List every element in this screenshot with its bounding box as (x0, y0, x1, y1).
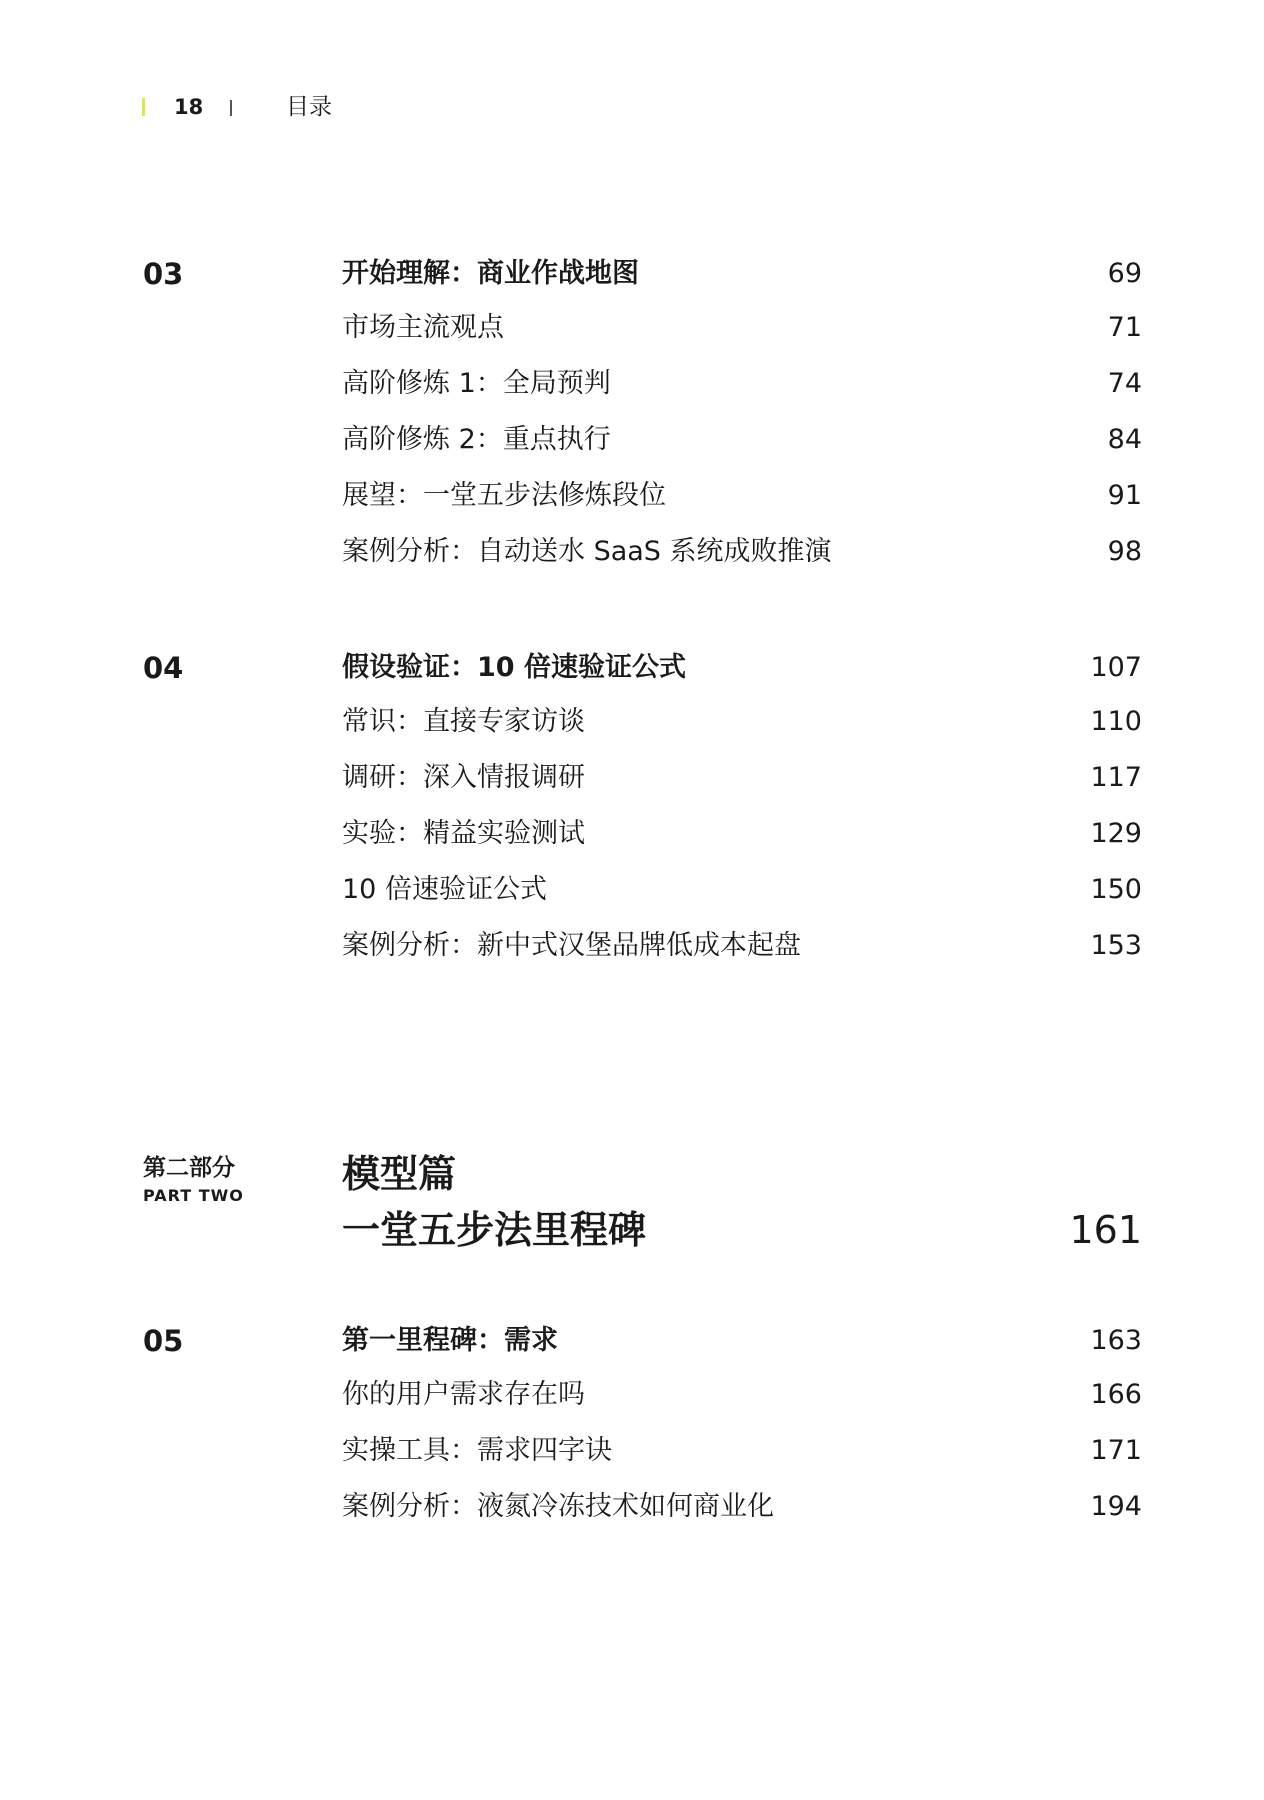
toc-entry-page: 171 (1090, 1435, 1142, 1466)
toc-entry-page: 107 (1090, 652, 1142, 683)
toc-entry[interactable] (342, 758, 1142, 798)
toc-entry-page: 69 (1107, 258, 1142, 289)
part-title-line1: 模型篇 (342, 1152, 457, 1196)
header-accent-bar (142, 98, 145, 116)
part-title-line2[interactable]: 一堂五步法里程碑 (342, 1208, 647, 1252)
toc-entry-page: 163 (1090, 1325, 1142, 1356)
toc-entry[interactable] (342, 532, 1142, 572)
toc-entry[interactable] (342, 1375, 1142, 1415)
toc-entry-title: 调研：深入情报调研 (342, 762, 585, 793)
header-separator (230, 100, 232, 116)
part-two-heading (0, 1150, 1264, 1270)
toc-entry-title: 10 倍速验证公式 (342, 874, 547, 905)
toc-entry[interactable] (342, 254, 1142, 294)
toc-entry-page: 117 (1090, 762, 1142, 793)
toc-entry-title: 你的用户需求存在吗 (342, 1379, 585, 1410)
toc-entry-title: 案例分析：自动送水 SaaS 系统成败推演 (342, 536, 832, 567)
part-label-en: PART TWO (143, 1186, 244, 1205)
page-number: 18 (174, 95, 204, 119)
toc-entry-title: 假设验证：10 倍速验证公式 (342, 652, 686, 683)
toc-entry[interactable] (342, 814, 1142, 854)
toc-entry-title: 案例分析：液氮冷冻技术如何商业化 (342, 1491, 774, 1522)
toc-entry-page: 71 (1107, 312, 1142, 343)
toc-entry-title: 常识：直接专家访谈 (342, 706, 585, 737)
toc-entry[interactable] (342, 870, 1142, 910)
toc-entry-page: 84 (1107, 424, 1142, 455)
toc-entry-title: 实操工具：需求四字诀 (342, 1435, 612, 1466)
toc-entry[interactable] (342, 1321, 1142, 1361)
toc-entry[interactable] (342, 1487, 1142, 1527)
toc-entry[interactable] (342, 926, 1142, 966)
toc-entry-title: 展望：一堂五步法修炼段位 (342, 480, 666, 511)
toc-entry[interactable] (342, 702, 1142, 742)
toc-entry-page: 110 (1090, 706, 1142, 737)
toc-entry-title: 高阶修炼 2：重点执行 (342, 424, 611, 455)
toc-entry[interactable] (342, 420, 1142, 460)
part-label-cn: 第二部分 (143, 1155, 235, 1181)
toc-entry-page: 153 (1090, 930, 1142, 961)
chapter-number: 03 (143, 257, 184, 291)
page-header (138, 90, 738, 124)
part-page: 161 (1069, 1208, 1142, 1252)
toc-entry-page: 91 (1107, 480, 1142, 511)
toc-entry-title: 开始理解：商业作战地图 (342, 258, 639, 289)
toc-entry-page: 74 (1107, 368, 1142, 399)
toc-entry[interactable] (342, 1431, 1142, 1471)
toc-entry-title: 实验：精益实验测试 (342, 818, 585, 849)
toc-entry-title: 市场主流观点 (342, 312, 504, 343)
toc-entry-page: 129 (1090, 818, 1142, 849)
toc-entry-title: 案例分析：新中式汉堡品牌低成本起盘 (342, 930, 801, 961)
toc-entry[interactable] (342, 308, 1142, 348)
toc-entry-title: 第一里程碑：需求 (342, 1325, 558, 1356)
chapter-number: 04 (143, 651, 184, 685)
toc-entry-page: 194 (1090, 1491, 1142, 1522)
chapter-number: 05 (143, 1324, 184, 1358)
toc-entry-page: 166 (1090, 1379, 1142, 1410)
toc-entry-page: 150 (1090, 874, 1142, 905)
toc-entry-page: 98 (1107, 536, 1142, 567)
section-title: 目录 (286, 94, 332, 120)
toc-entry[interactable] (342, 364, 1142, 404)
toc-entry[interactable] (342, 648, 1142, 688)
toc-entry-title: 高阶修炼 1：全局预判 (342, 368, 611, 399)
toc-entry[interactable] (342, 476, 1142, 516)
